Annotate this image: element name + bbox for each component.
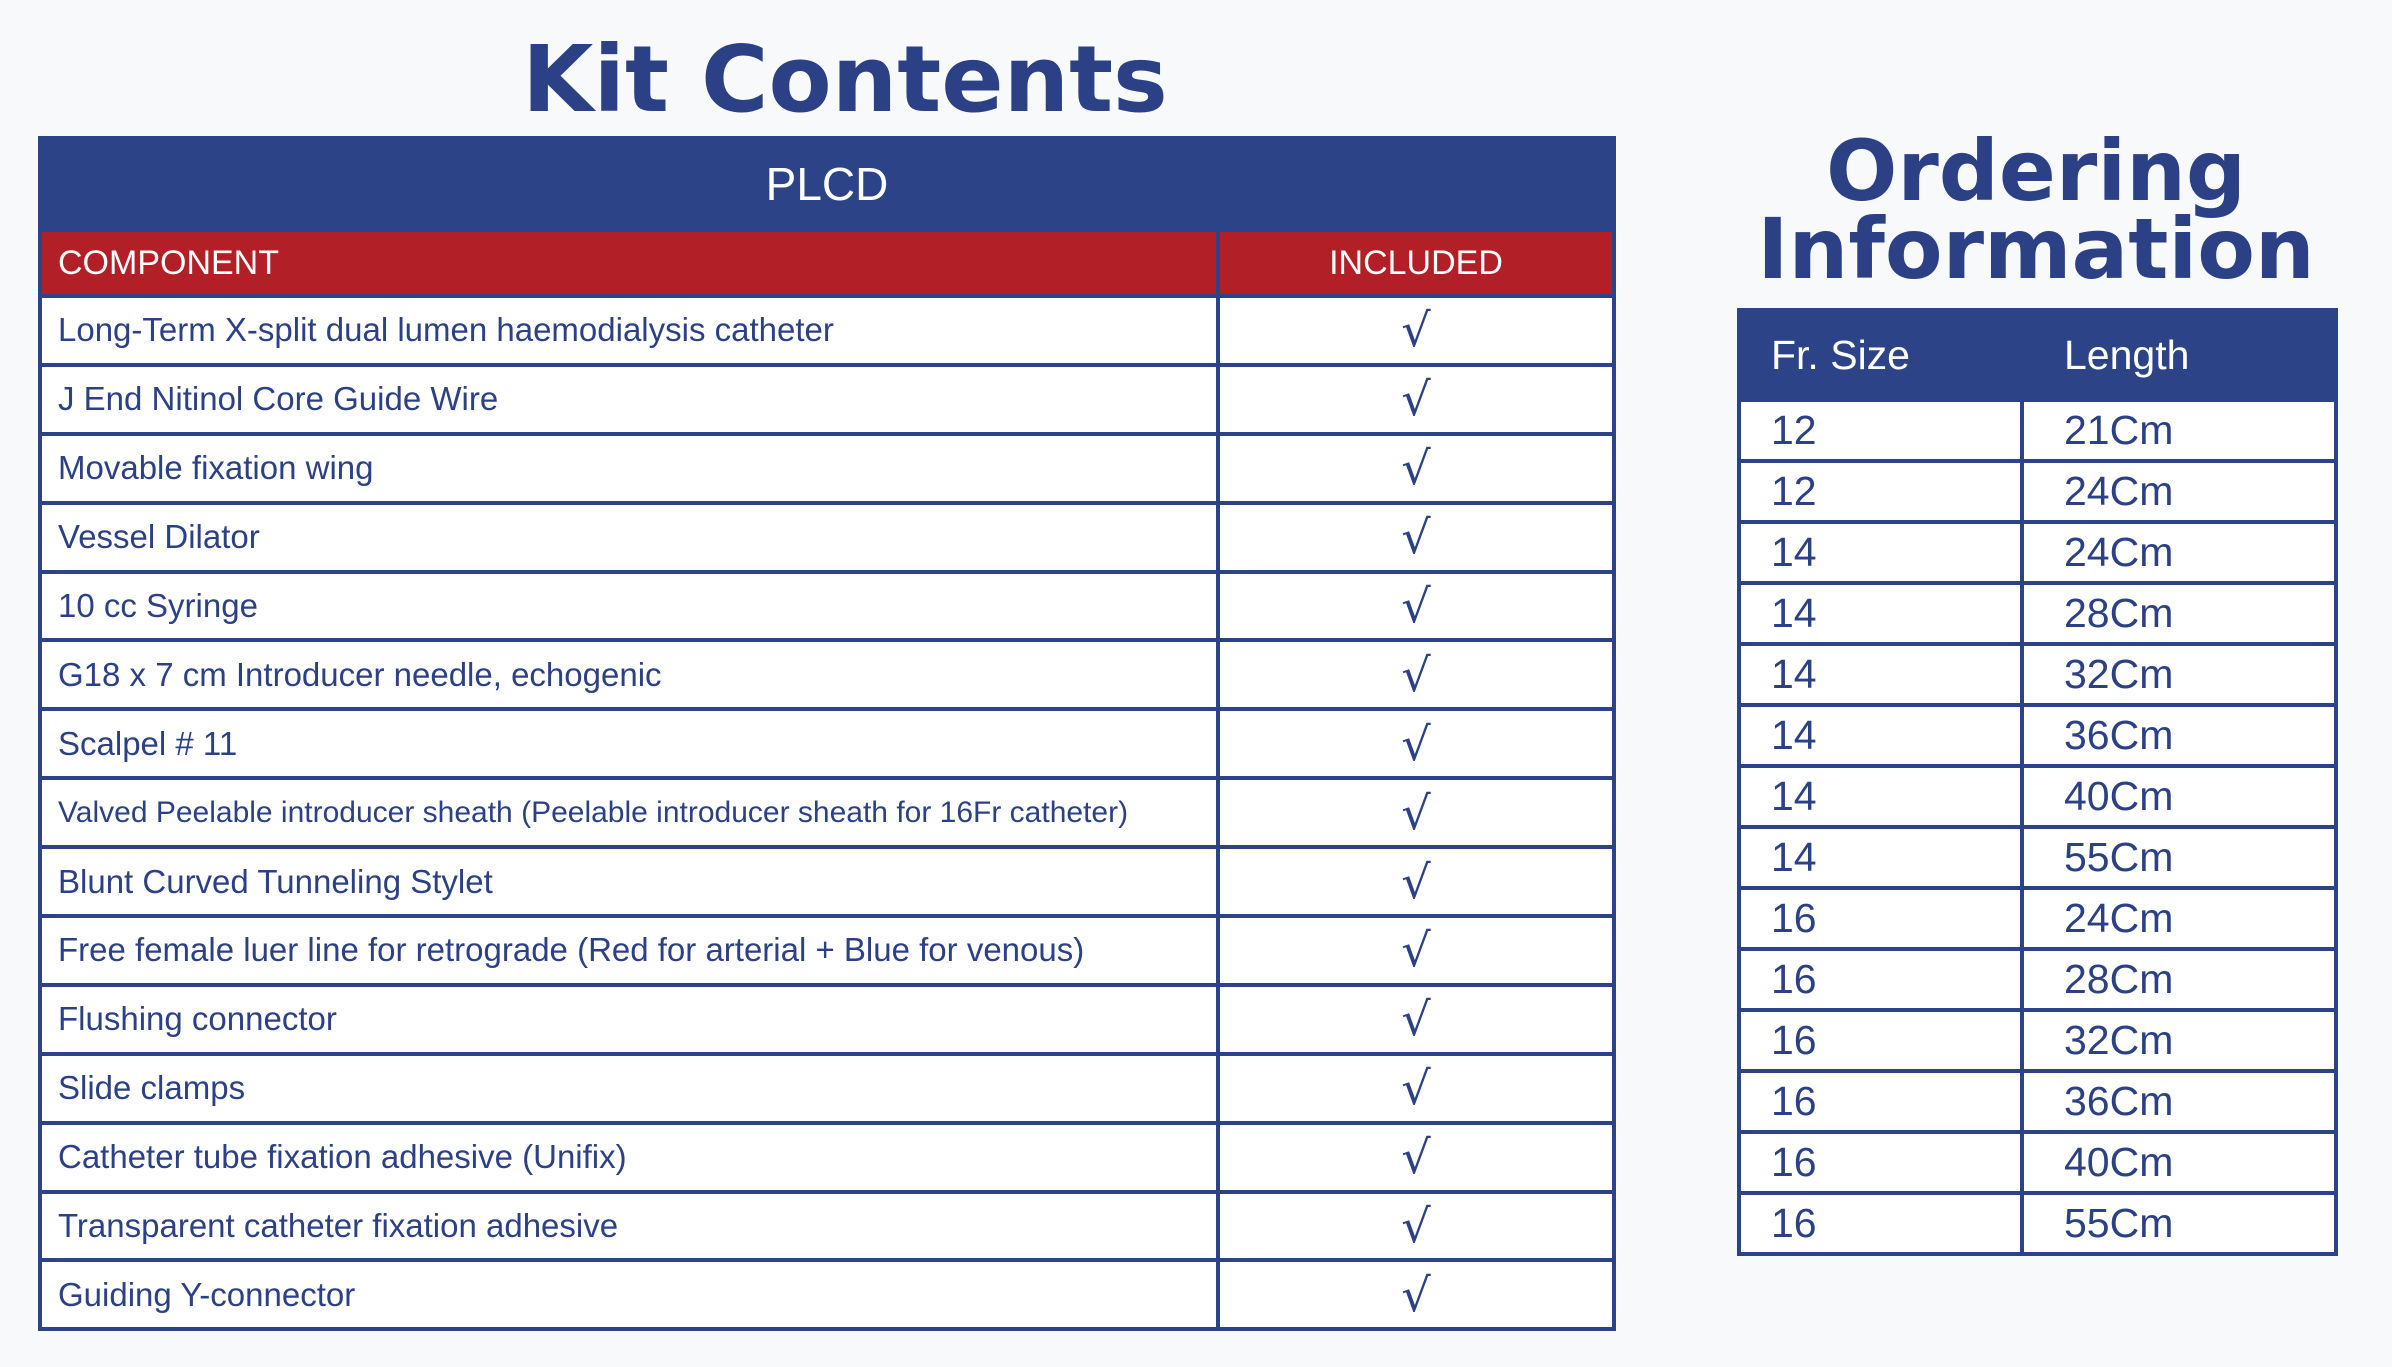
included-check: √ (1218, 434, 1614, 503)
included-check: √ (1218, 1123, 1614, 1192)
fr-size-value: 12 (1739, 400, 2022, 461)
table-row (40, 916, 1614, 985)
column-header-row (40, 230, 1614, 296)
component-name: Free female luer line for retrograde (Red for arterial + Blue for venous) (40, 916, 1218, 985)
length-value: 40Cm (2022, 766, 2336, 827)
length-value: 55Cm (2022, 827, 2336, 888)
kit-contents-title: Kit Contents (522, 26, 1168, 133)
included-column-header: INCLUDED (1218, 230, 1614, 296)
length-value: 36Cm (2022, 705, 2336, 766)
fr-size-value: 14 (1739, 766, 2022, 827)
fr-size-value: 14 (1739, 583, 2022, 644)
component-name: Scalpel # 11 (40, 709, 1218, 778)
length-value: 55Cm (2022, 1193, 2336, 1254)
included-check: √ (1218, 847, 1614, 916)
table-row (40, 572, 1614, 641)
included-check: √ (1218, 985, 1614, 1054)
fr-size-value: 14 (1739, 705, 2022, 766)
table-row (1739, 583, 2336, 644)
fr-size-value: 16 (1739, 1010, 2022, 1071)
product-header-row (40, 138, 1614, 230)
table-row (1739, 1010, 2336, 1071)
length-value: 28Cm (2022, 949, 2336, 1010)
ordering-information-title (1738, 122, 2334, 298)
table-row (1739, 1132, 2336, 1193)
included-check: √ (1218, 916, 1614, 985)
length-value: 24Cm (2022, 522, 2336, 583)
fr-size-value: 14 (1739, 644, 2022, 705)
fr-size-value: 14 (1739, 827, 2022, 888)
included-check: √ (1218, 1192, 1614, 1261)
table-row (1739, 644, 2336, 705)
ordering-title-line1: Ordering (1825, 122, 2247, 220)
length-value: 32Cm (2022, 644, 2336, 705)
table-row (40, 1260, 1614, 1329)
table-row (40, 709, 1614, 778)
table-row (40, 1054, 1614, 1123)
table-row (1739, 827, 2336, 888)
product-name: PLCD (40, 138, 1614, 230)
ordering-information-table (1737, 308, 2338, 1256)
table-row (40, 985, 1614, 1054)
fr-size-value: 16 (1739, 1071, 2022, 1132)
included-check: √ (1218, 709, 1614, 778)
component-name: Slide clamps (40, 1054, 1218, 1123)
component-name: Transparent catheter fixation adhesive (40, 1192, 1218, 1261)
table-row (1739, 400, 2336, 461)
table-row (1739, 1071, 2336, 1132)
component-name: 10 cc Syringe (40, 572, 1218, 641)
fr-size-value: 16 (1739, 949, 2022, 1010)
component-name: Long-Term X-split dual lumen haemodialysis catheter (40, 296, 1218, 365)
component-name: J End Nitinol Core Guide Wire (40, 365, 1218, 434)
length-value: 28Cm (2022, 583, 2336, 644)
length-column-header: Length (2022, 310, 2336, 400)
included-check: √ (1218, 778, 1614, 847)
component-name: Valved Peelable introducer sheath (Peelable introducer sheath for 16Fr catheter) (40, 778, 1218, 847)
length-value: 24Cm (2022, 888, 2336, 949)
component-name: G18 x 7 cm Introducer needle, echogenic (40, 640, 1218, 709)
kit-contents-table (38, 136, 1616, 1331)
component-name: Vessel Dilator (40, 503, 1218, 572)
fr-size-column-header: Fr. Size (1739, 310, 2022, 400)
table-row (40, 296, 1614, 365)
table-row (40, 778, 1614, 847)
included-check: √ (1218, 1260, 1614, 1329)
table-row (40, 640, 1614, 709)
fr-size-value: 14 (1739, 522, 2022, 583)
length-value: 24Cm (2022, 461, 2336, 522)
component-name: Movable fixation wing (40, 434, 1218, 503)
length-value: 40Cm (2022, 1132, 2336, 1193)
included-check: √ (1218, 503, 1614, 572)
ordering-title-line2: Information (1757, 200, 2315, 298)
table-row (1739, 1193, 2336, 1254)
fr-size-value: 16 (1739, 1132, 2022, 1193)
table-row (1739, 949, 2336, 1010)
fr-size-value: 16 (1739, 1193, 2022, 1254)
component-name: Flushing connector (40, 985, 1218, 1054)
table-row (40, 434, 1614, 503)
table-row (1739, 705, 2336, 766)
fr-size-value: 12 (1739, 461, 2022, 522)
table-row (40, 1123, 1614, 1192)
length-value: 36Cm (2022, 1071, 2336, 1132)
component-column-header: COMPONENT (40, 230, 1218, 296)
component-name: Catheter tube fixation adhesive (Unifix) (40, 1123, 1218, 1192)
table-row (40, 1192, 1614, 1261)
ordering-header-row (1739, 310, 2336, 400)
fr-size-value: 16 (1739, 888, 2022, 949)
table-row (40, 503, 1614, 572)
table-row (1739, 888, 2336, 949)
length-value: 21Cm (2022, 400, 2336, 461)
length-value: 32Cm (2022, 1010, 2336, 1071)
table-row (1739, 522, 2336, 583)
included-check: √ (1218, 1054, 1614, 1123)
table-row (40, 847, 1614, 916)
table-row (40, 365, 1614, 434)
table-row (1739, 766, 2336, 827)
component-name: Blunt Curved Tunneling Stylet (40, 847, 1218, 916)
included-check: √ (1218, 640, 1614, 709)
component-name: Guiding Y-connector (40, 1260, 1218, 1329)
included-check: √ (1218, 365, 1614, 434)
included-check: √ (1218, 572, 1614, 641)
included-check: √ (1218, 296, 1614, 365)
table-row (1739, 461, 2336, 522)
